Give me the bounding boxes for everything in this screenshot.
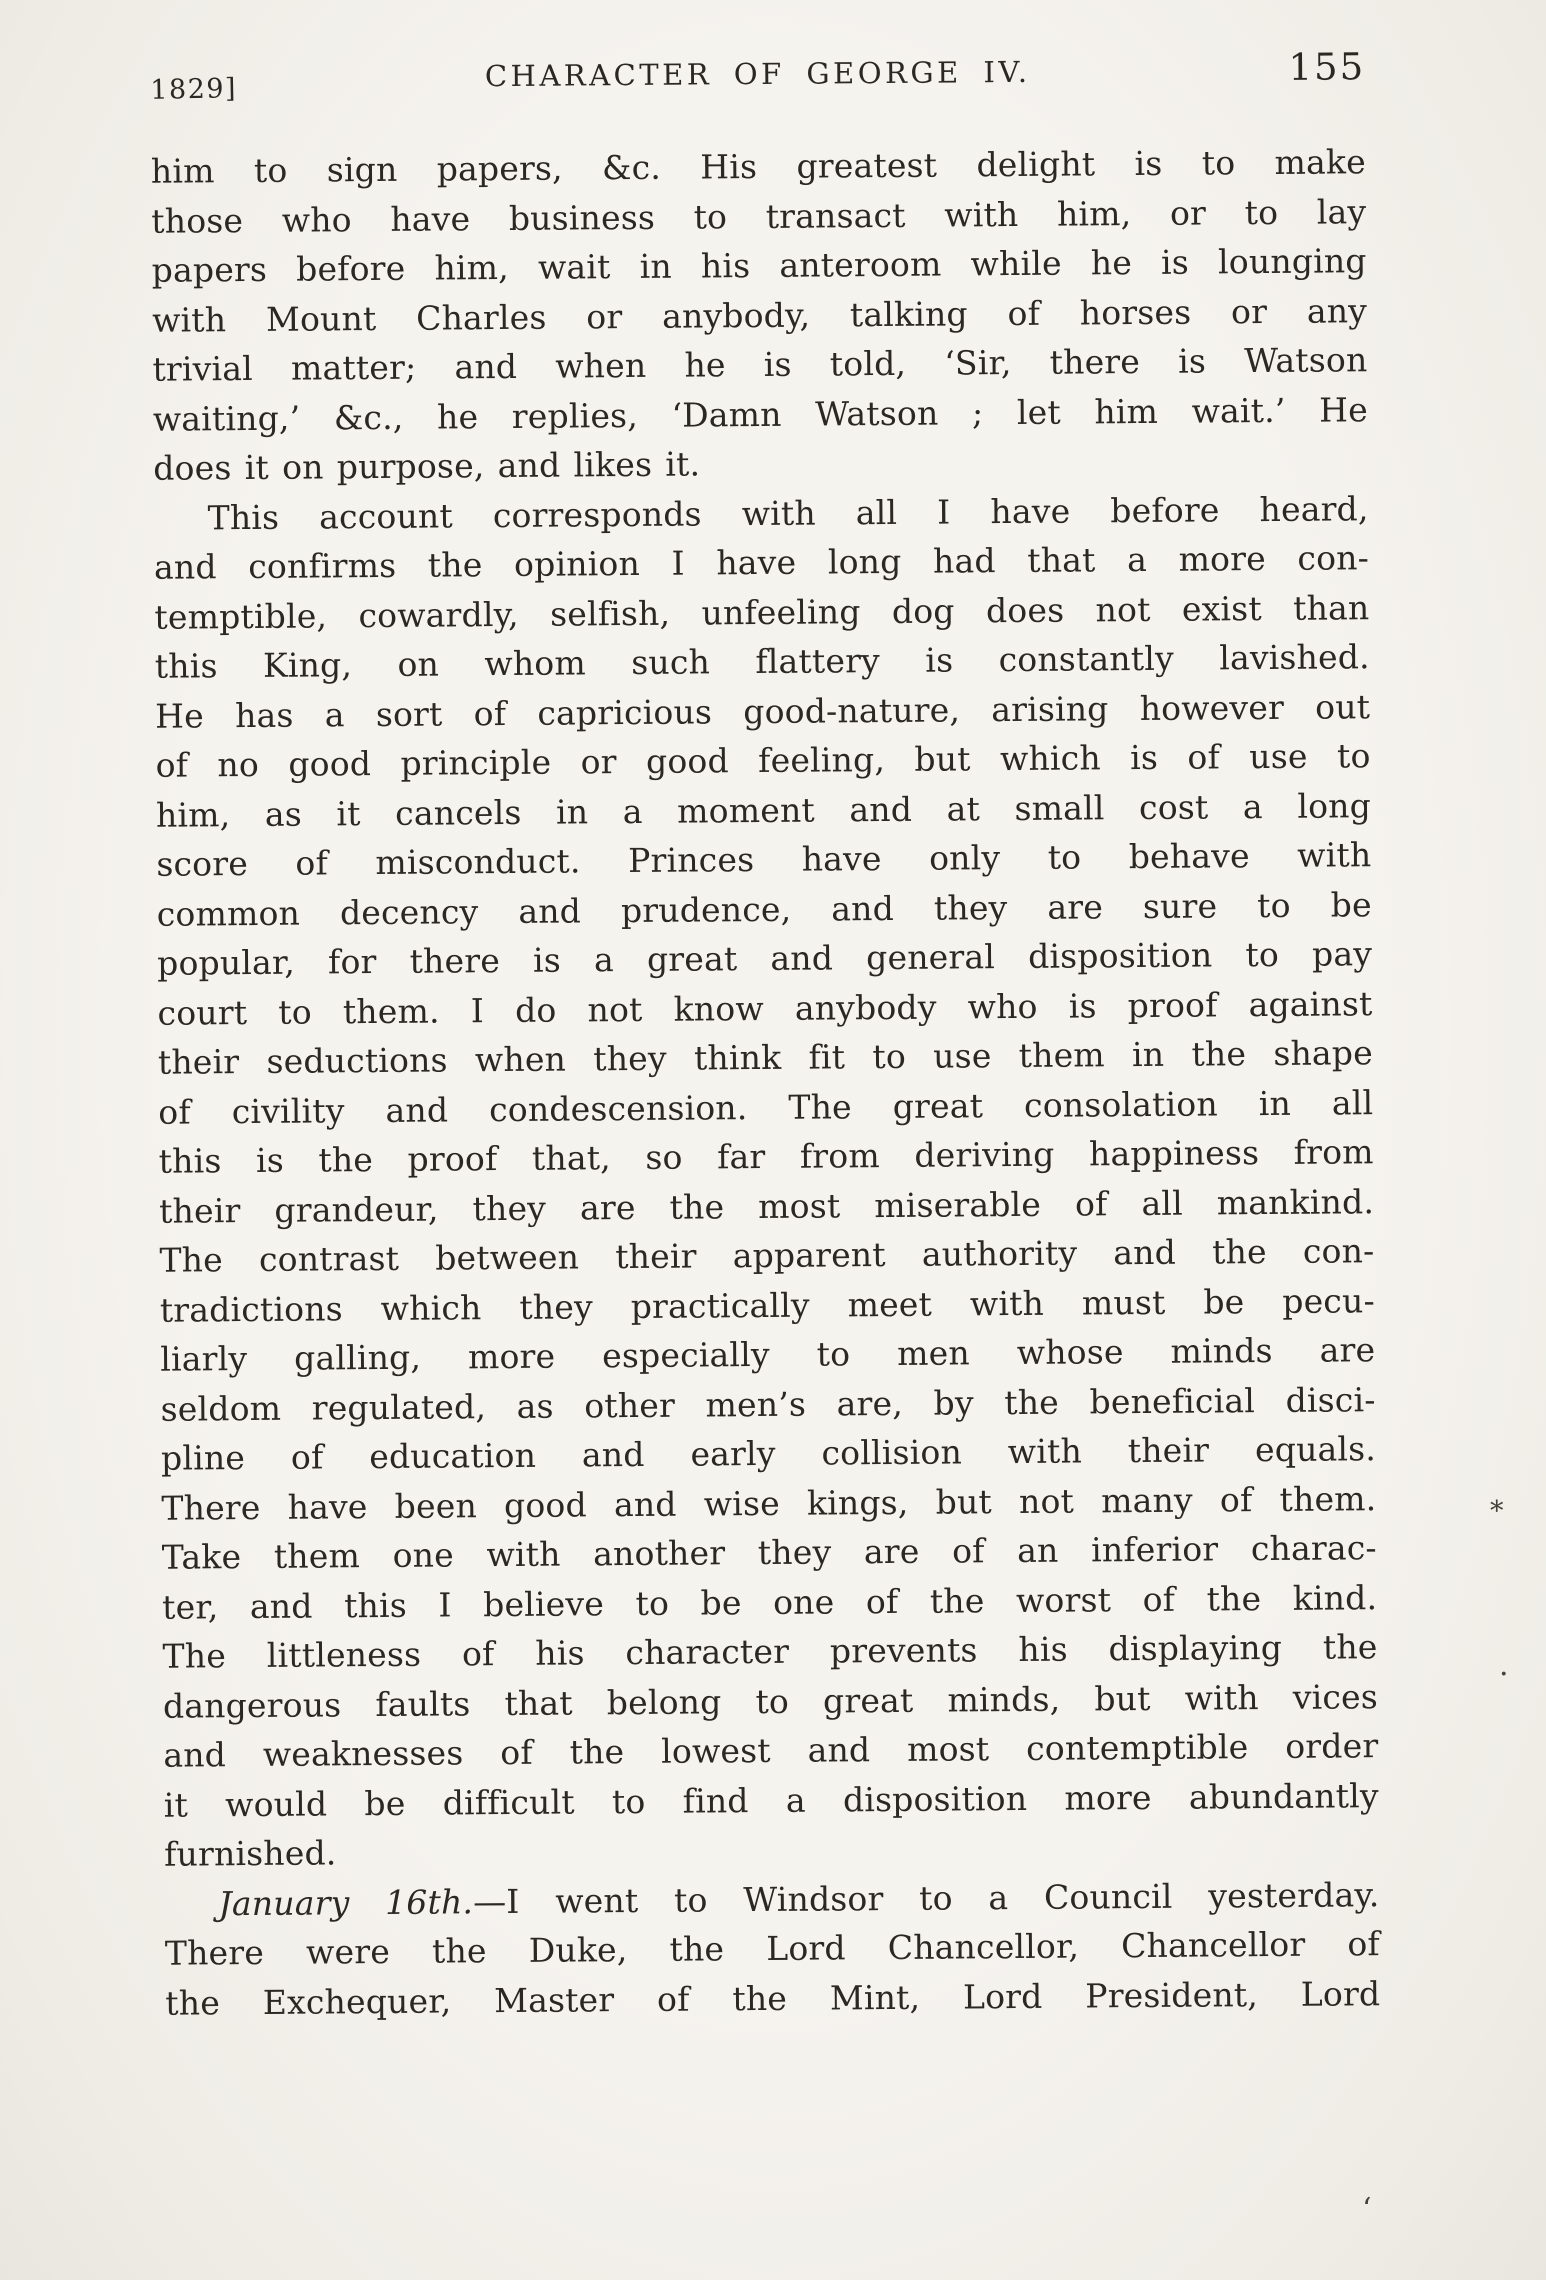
text-line: Take them one with another they are of an inferior charac- xyxy=(161,1528,1377,1577)
text-line: those who have business to transact with him, or to lay xyxy=(151,191,1367,241)
text-line: him to sign papers, &c. His greatest delight is to make xyxy=(150,142,1367,191)
text-line: common decency and prudence, and they are sure to be xyxy=(156,884,1372,934)
paragraph xyxy=(164,1870,1380,2028)
margin-asterisk-artifact: * xyxy=(1490,1496,1504,1527)
text-line: court to them. I do not know anybody who is proof against xyxy=(157,983,1373,1033)
text-line: does it on purpose, and likes it. xyxy=(153,444,701,488)
text-line: furnished. xyxy=(163,1833,337,1874)
text-line: their seductions when they think fit to use them in the shape xyxy=(157,1033,1374,1082)
page-number: 155 xyxy=(1288,45,1366,89)
text-segment: —I went to Windsor to a Council yesterday. xyxy=(472,1874,1380,1921)
text-line: waiting,’ &c., he replies, ‘Damn Watson ; let him wait.’ He xyxy=(152,389,1368,439)
paragraph xyxy=(153,484,1379,1879)
text-line: score of misconduct. Princes have only to behave with xyxy=(156,835,1372,884)
date-lead: January 16th. xyxy=(218,1881,474,1923)
margin-quote-artifact: ‘ xyxy=(1362,2192,1372,2227)
text-line: trivial matter; and when he is told, ‘Sir, there is Watson xyxy=(152,340,1368,389)
text-line: papers before him, wait in his anteroom while he is lounging xyxy=(151,241,1367,290)
text-line: of civility and condescension. The great consolation in all xyxy=(158,1082,1374,1132)
text-line: their grandeur, they are the most miserable of all mankind. xyxy=(158,1181,1375,1231)
text-line: and confirms the opinion I have long had that a more con- xyxy=(153,538,1370,587)
text-line: popular, for there is a great and general disposition to pay xyxy=(157,934,1373,983)
text-line: this is the proof that, so far from deriving happiness from xyxy=(158,1132,1374,1181)
running-title: CHARACTER OF GEORGE IV. xyxy=(484,54,1031,94)
text-line: The contrast between their apparent authority and the con- xyxy=(159,1231,1375,1280)
text-line: temptible, cowardly, selfish, unfeeling dog does not exist than xyxy=(154,587,1370,637)
text-line: There were the Duke, the Lord Chancellor, Chancellor of xyxy=(164,1924,1381,1973)
text-line: it would be difficult to find a disposition more abundantly xyxy=(163,1775,1379,1825)
text-line: liarly galling, more especially to men whose minds are xyxy=(160,1330,1376,1379)
page-header xyxy=(150,45,1365,107)
text-line: this King, on whom such flattery is constantly lavished. xyxy=(154,637,1370,686)
header-year: 1829] xyxy=(149,73,238,106)
text-line: The littleness of his character prevents his displaying the xyxy=(162,1627,1378,1676)
text-line: him, as it cancels in a moment and at small cost a long xyxy=(155,785,1372,835)
paragraph xyxy=(151,137,1369,493)
text-line: There have been good and wise kings, but not many of them. xyxy=(161,1478,1377,1528)
text-line: pline of education and early collision with their equals. xyxy=(160,1429,1377,1478)
text-line: ter, and this I believe to be one of the worst of the kind. xyxy=(162,1577,1378,1627)
text-line: seldom regulated, as other men’s are, by the beneficial disci- xyxy=(160,1379,1376,1429)
text-line: This account corresponds with all I have before heard, xyxy=(207,488,1369,537)
text-line: dangerous faults that belong to great minds, but with vices xyxy=(162,1676,1379,1726)
text-line: He has a sort of capricious good-nature, arising however out xyxy=(155,686,1371,736)
text-line: with Mount Charles or anybody, talking of horses or any xyxy=(151,290,1368,340)
text-block xyxy=(151,137,1381,2027)
text-line: tradictions which they practically meet with must be pecu- xyxy=(159,1280,1375,1330)
text-line: the Exchequer, Master of the Mint, Lord President, Lord xyxy=(165,1973,1381,2023)
text-line: of no good principle or good feeling, but which is of use to xyxy=(155,736,1371,785)
margin-dot-artifact: . xyxy=(1499,1648,1509,1683)
page-content xyxy=(150,45,1380,2027)
text-line: and weaknesses of the lowest and most contemptible order xyxy=(163,1726,1379,1775)
